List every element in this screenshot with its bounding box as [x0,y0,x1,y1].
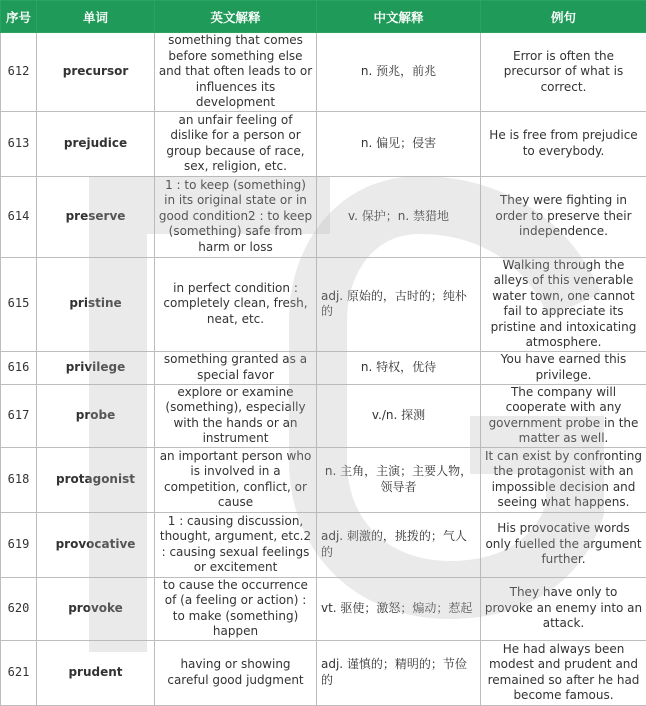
table-row [1,176,646,257]
row-chinese-definition: v. 保护；n. 禁猎地 [317,176,481,257]
row-word: precursor [37,33,155,112]
row-example-sentence: His provocative words only fuelled the argument further. [481,512,646,577]
header-chinese-definition: 中文解释 [317,1,481,33]
row-index: 613 [1,111,37,176]
row-index: 616 [1,351,37,384]
row-index: 614 [1,176,37,257]
row-example-sentence: They have only to provoke an enemy into an attack. [481,577,646,640]
table-row [1,257,646,351]
row-english-definition: explore or examine (something), especially with the hands or an instrument [155,384,317,447]
row-word: protagonist [37,447,155,512]
table-row [1,351,646,384]
row-example-sentence: He is free from prejudice to everybody. [481,111,646,176]
table-row [1,33,646,112]
table-row [1,640,646,705]
row-chinese-definition: vt. 驱使；激怒；煽动；惹起 [317,577,481,640]
row-english-definition: something granted as a special favor [155,351,317,384]
row-word: privilege [37,351,155,384]
row-english-definition: an unfair feeling of dislike for a person or group because of race, sex, religion, etc. [155,111,317,176]
row-word: pristine [37,257,155,351]
row-chinese-definition: v./n. 探测 [317,384,481,447]
table-row [1,577,646,640]
row-english-definition: an important person who is involved in a competition, conflict, or cause [155,447,317,512]
row-index: 621 [1,640,37,705]
row-word: provocative [37,512,155,577]
header-word: 单词 [37,1,155,33]
header-index: 序号 [1,1,37,33]
row-example-sentence: Error is often the precursor of what is correct. [481,33,646,112]
row-word: prudent [37,640,155,705]
row-word: probe [37,384,155,447]
row-chinese-definition: adj. 谨慎的；精明的；节俭的 [317,640,481,705]
row-chinese-definition: n. 主角，主演；主要人物，领导者 [317,447,481,512]
row-index: 620 [1,577,37,640]
row-example-sentence: It can exist by confronting the protagonist with an impossible decision and seeing what happens. [481,447,646,512]
row-index: 617 [1,384,37,447]
row-english-definition: 1 : causing discussion, thought, argument, etc.2 : causing sexual feelings or excitement [155,512,317,577]
row-chinese-definition: n. 预兆，前兆 [317,33,481,112]
row-english-definition: to cause the occurrence of (a feeling or action) : to make (something) happen [155,577,317,640]
header-example-sentence: 例句 [481,1,646,33]
row-word: preserve [37,176,155,257]
table-row [1,111,646,176]
table-row [1,384,646,447]
row-word: prejudice [37,111,155,176]
row-english-definition: 1 : to keep (something) in its original state or in good condition2 : to keep (something) safe from harm or loss [155,176,317,257]
row-index: 618 [1,447,37,512]
header-row [1,1,646,33]
header-english-definition: 英文解释 [155,1,317,33]
row-example-sentence: He had always been modest and prudent and remained so after he had become famous. [481,640,646,705]
row-example-sentence: The company will cooperate with any government probe in the matter as well. [481,384,646,447]
row-example-sentence: They were fighting in order to preserve their independence. [481,176,646,257]
row-index: 619 [1,512,37,577]
row-index: 612 [1,33,37,112]
row-chinese-definition: adj. 刺激的，挑拨的；气人的 [317,512,481,577]
table-row [1,447,646,512]
row-word: provoke [37,577,155,640]
row-example-sentence: You have earned this privilege. [481,351,646,384]
row-chinese-definition: adj. 原始的，古时的；纯朴的 [317,257,481,351]
row-example-sentence: Walking through the alleys of this venerable water town, one cannot fail to appreciate its pristine and intoxicating atmosphere. [481,257,646,351]
table-row [1,512,646,577]
row-chinese-definition: n. 偏见；侵害 [317,111,481,176]
row-english-definition: in perfect condition : completely clean, fresh, neat, etc. [155,257,317,351]
row-chinese-definition: n. 特权，优待 [317,351,481,384]
row-english-definition: having or showing careful good judgment [155,640,317,705]
row-index: 615 [1,257,37,351]
row-english-definition: something that comes before something else and that often leads to or influences its development [155,33,317,112]
